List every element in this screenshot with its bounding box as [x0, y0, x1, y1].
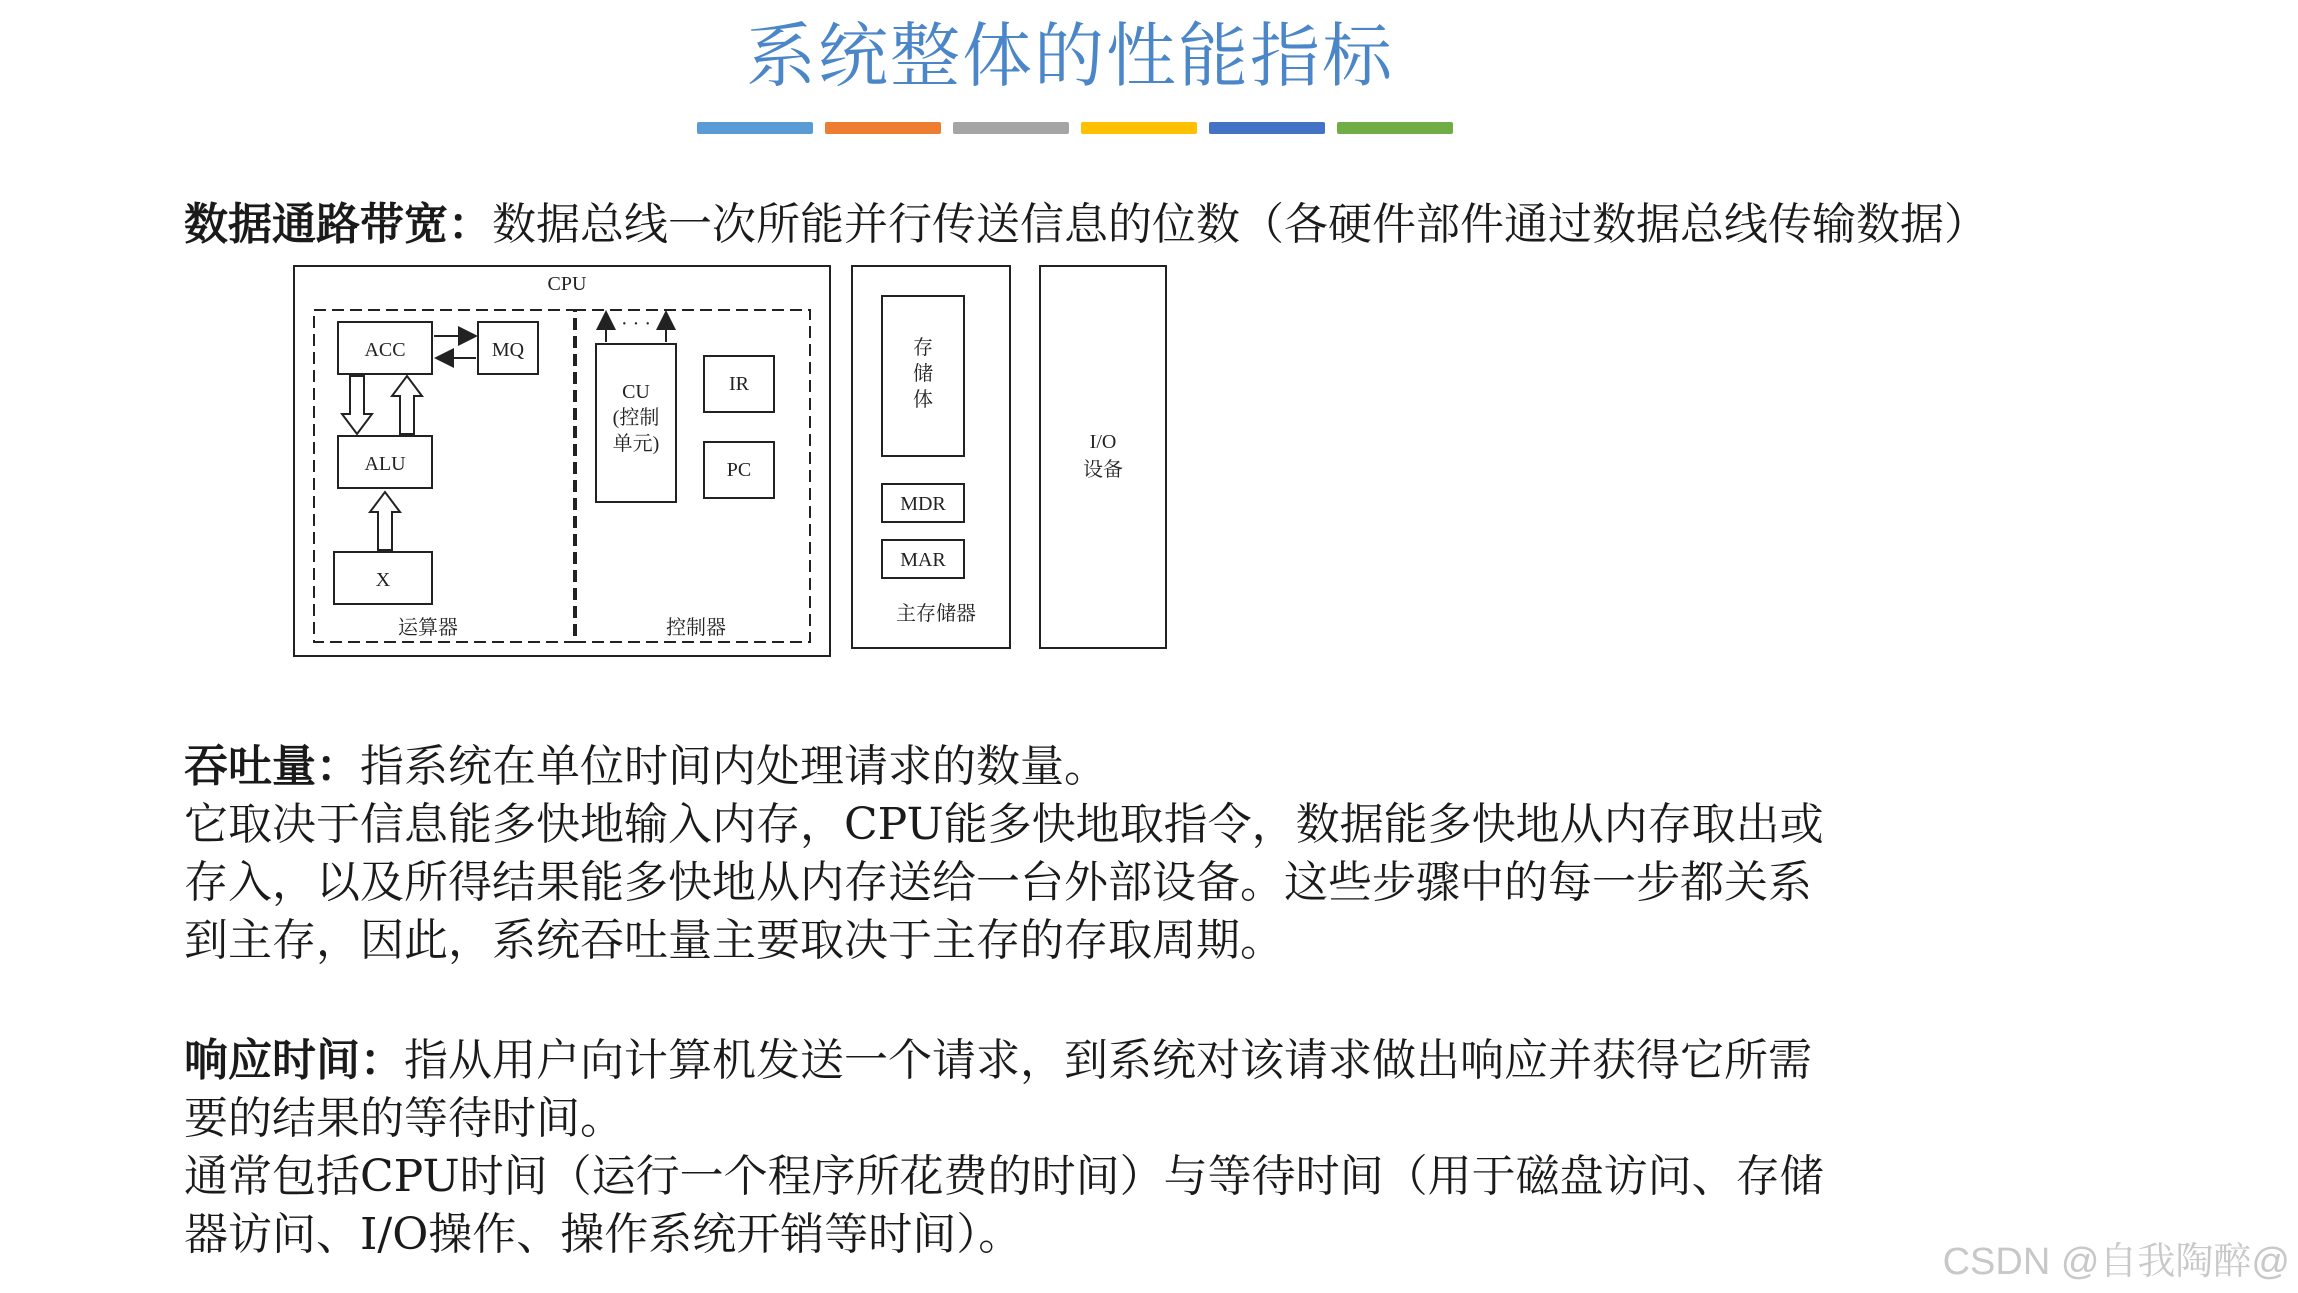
controller-group-label: 控制器: [666, 617, 726, 639]
accent-bar: [1081, 122, 1197, 134]
throughput-paragraph: [184, 738, 1824, 970]
alu-group: [314, 310, 576, 642]
response-paragraph: [184, 1032, 1824, 1264]
page-title: 系统整体的性能指标: [746, 15, 1394, 97]
cu-label-3: 单元): [612, 433, 660, 455]
accent-bar: [697, 122, 813, 134]
response-line: 器访问、I/O操作、操作系统开销等时间）。: [184, 1209, 1023, 1260]
throughput-line: 它取决于信息能多快地输入内存，CPU能多快地取指令，数据能多快地从内存取出或: [184, 799, 1824, 850]
bandwidth-paragraph: [184, 196, 1988, 254]
acc-to-alu-arrow: [342, 376, 372, 434]
io-label-2: 设备: [1083, 459, 1123, 481]
ir-label: IR: [729, 373, 749, 395]
computer-architecture-diagram: [292, 262, 1172, 660]
cu-label-2: (控制: [612, 407, 660, 429]
throughput-line: 到主存，因此，系统吞吐量主要取决于主存的存取周期。: [184, 915, 1284, 966]
csdn-watermark: CSDN @自我陶醉@: [1942, 1241, 2290, 1283]
cu-label-1: CU: [622, 381, 650, 403]
io-device-box: [1040, 266, 1166, 648]
x-to-alu-arrow: [370, 492, 400, 550]
throughput-line: 存入，以及所得结果能多快地从内存送给一台外部设备。这些步骤中的每一步都关系: [184, 857, 1812, 908]
bandwidth-term: 数据通路带宽：: [184, 199, 492, 250]
accent-bar: [1209, 122, 1325, 134]
control-signals-dots: · · ·: [621, 313, 651, 335]
storage-label-3: 体: [913, 389, 933, 411]
accent-bar: [1337, 122, 1453, 134]
throughput-text: 指系统在单位时间内处理请求的数量。: [360, 741, 1108, 792]
bandwidth-text: 数据总线一次所能并行传送信息的位数（各硬件部件通过数据总线传输数据）: [492, 199, 1988, 250]
mar-label: MAR: [900, 549, 946, 571]
response-text: 指从用户向计算机发送一个请求，到系统对该请求做出响应并获得它所需: [404, 1035, 1812, 1086]
main-memory-label: 主存储器: [896, 603, 976, 625]
accent-bar: [953, 122, 1069, 134]
pc-label: PC: [726, 459, 752, 481]
accent-bar: [825, 122, 941, 134]
response-line: 通常包括CPU时间（运行一个程序所花费的时间）与等待时间（用于磁盘访问、存储: [184, 1151, 1824, 1202]
response-term: 响应时间：: [184, 1035, 404, 1086]
cpu-label: CPU: [547, 273, 587, 295]
alu-group-label: 运算器: [398, 617, 458, 639]
alu-label: ALU: [364, 453, 406, 475]
io-label-1: I/O: [1089, 431, 1117, 453]
throughput-term: 吞吐量：: [184, 741, 360, 792]
x-label: X: [375, 569, 391, 591]
accent-bars: [697, 122, 1453, 134]
alu-to-acc-arrow: [392, 376, 422, 434]
storage-label-1: 存: [913, 337, 933, 359]
storage-label-2: 储: [913, 363, 933, 385]
mdr-label: MDR: [900, 493, 946, 515]
response-line: 要的结果的等待时间。: [184, 1093, 624, 1144]
acc-label: ACC: [364, 339, 406, 361]
mq-label: MQ: [491, 339, 525, 361]
